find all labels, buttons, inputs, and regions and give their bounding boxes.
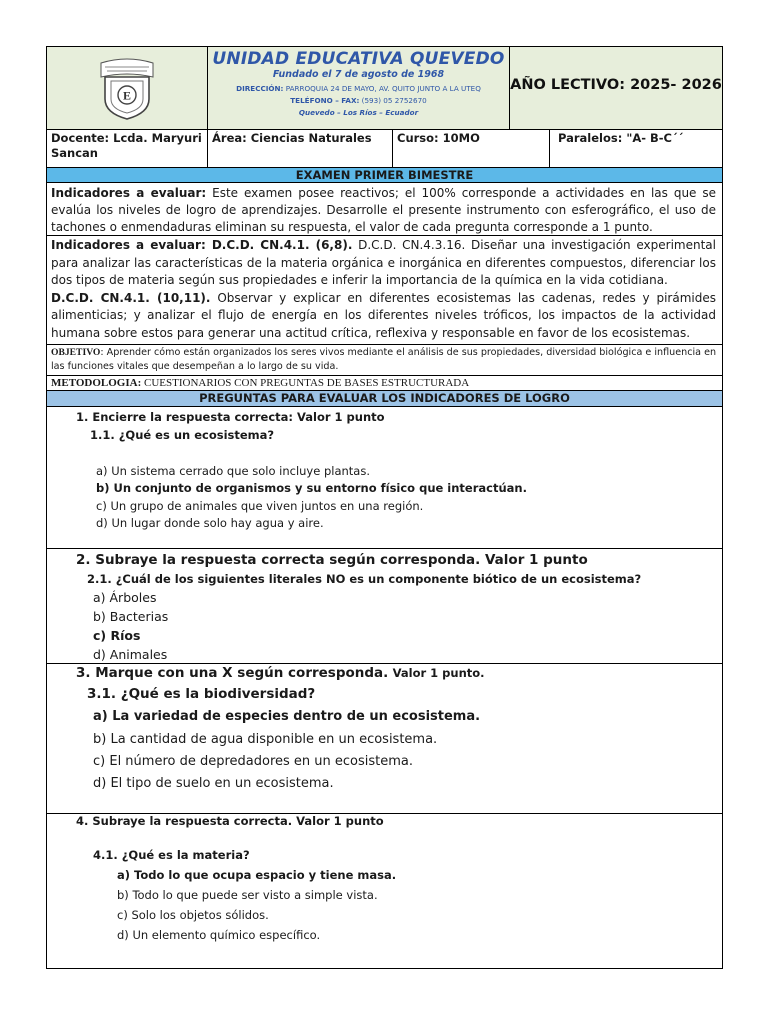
founded-date: Fundado el 7 de agosto de 1968 [272, 69, 445, 80]
parallels-cell: Paralelos: "A- B-C´´ [549, 130, 722, 167]
q3-subquestion: 3.1. ¿Qué es la biodiversidad? [87, 686, 316, 702]
objective-label: OBJETIVO [51, 347, 101, 358]
q2-option-b[interactable]: b) Bacterias [93, 609, 169, 624]
q3-title: 3. Marque con una X según corresponda. [76, 665, 389, 681]
q2-option-c[interactable]: c) Ríos [93, 628, 141, 643]
q2-option-d[interactable]: d) Animales [93, 647, 168, 662]
address-text: PARROQUIA 24 DE MAYO, AV. QUITO JUNTO A LA UTEQ [285, 84, 481, 93]
q3-option-a[interactable]: a) La variedad de especies dentro de un ecosistema. [93, 709, 481, 724]
q3-title-line [76, 665, 485, 681]
methodology-row [47, 376, 722, 391]
q4-option-a[interactable]: a) Todo lo que ocupa espacio y tiene masa. [117, 868, 397, 882]
address-line [208, 84, 509, 93]
indicators-2 [47, 236, 722, 345]
q1-title: 1. Encierre la respuesta correcta: Valor 1 punto [76, 410, 385, 424]
q4-title: 4. Subraye la respuesta correcta. Valor 1 punto [76, 814, 384, 828]
q1-option-b[interactable]: b) Un conjunto de organismos y su entorno físico que interactúan. [96, 481, 527, 495]
q2-subquestion: 2.1. ¿Cuál de los siguientes literales NO es un componente biótico de un ecosistema? [87, 572, 642, 586]
indicators-1-text: Este examen posee reactivos; el 100% corresponde a actividades en las que se evalúa los niveles de logro de aprendizajes. Desarrolle el presente instrumento con esferográfico, el uso de tachones o enmendaduras eliminan su respuesta, el valor de cada pregunta corresponde a 1 punto. [51, 186, 716, 234]
q3-option-b[interactable]: b) La cantidad de agua disponible en un ecosistema. [93, 732, 438, 747]
questions-title: PREGUNTAS PARA EVALUAR LOS INDICADORES DE LOGRO [47, 391, 722, 407]
school-logo [97, 55, 157, 121]
indicators-2-label2: D.C.D. CN.4.1. (10,11). [51, 290, 211, 305]
q2-option-a[interactable]: a) Árboles [93, 590, 157, 605]
question-2 [47, 549, 722, 664]
q3-option-c[interactable]: c) El número de depredadores en un ecosistema. [93, 754, 414, 769]
location-text: Quevedo – Los Ríos – Ecuador [298, 108, 419, 117]
course-cell: Curso: 10MO [392, 130, 549, 167]
q1-option-d[interactable]: d) Un lugar donde solo hay agua y aire. [96, 516, 324, 530]
phone-text: (593) 05 2752670 [361, 96, 427, 105]
objective-text: : Aprender cómo están organizados los seres vivos mediante el análisis de sus propiedades, diversidad biológica e influencia en las funciones vitales que desempeñan a lo largo de su vida. [51, 347, 717, 372]
methodology-text: CUESTIONARIOS CON PREGUNTAS DE BASES ESTRUCTURADA [144, 377, 470, 389]
methodology-label: METODOLOGIA: [51, 377, 142, 389]
q3-option-d[interactable]: d) El tipo de suelo en un ecosistema. [93, 776, 334, 791]
indicators-1-label: Indicadores a evaluar: [51, 186, 207, 200]
q3-value: Valor 1 punto. [392, 666, 485, 680]
q1-subquestion: 1.1. ¿Qué es un ecosistema? [90, 428, 275, 442]
phone-line [208, 96, 509, 105]
address-label: DIRECCIÓN: [236, 84, 284, 93]
question-3 [47, 664, 722, 814]
teacher-cell: Docente: Lcda. Maryuri Sancan [51, 131, 202, 160]
q1-option-c[interactable]: c) Un grupo de animales que viven juntos en una región. [96, 499, 424, 513]
q1-option-a[interactable]: a) Un sistema cerrado que solo incluye plantas. [96, 464, 371, 478]
q4-option-c[interactable]: c) Solo los objetos sólidos. [117, 908, 269, 922]
q2-title: 2. Subraye la respuesta correcta según corresponda. Valor 1 punto [76, 552, 588, 568]
exam-title: EXAMEN PRIMER BIMESTRE [47, 168, 722, 183]
school-info-cell [207, 47, 509, 129]
indicators-1 [47, 183, 722, 236]
phone-label: TELÉFONO – FAX: [290, 96, 360, 105]
objective-row [47, 345, 722, 376]
indicators-2-text2: Observar y explicar en diferentes ecosistemas las cadenas, redes y pirámides alimenticias; y analizar el flujo de energía en los diferentes niveles tróficos, los impactos de la actividad humana sobre estos para generar una actitud crítica, reflexiva y responsable en favor de los ecosistemas. [51, 290, 716, 340]
info-row [47, 130, 722, 168]
school-name: UNIDAD EDUCATIVA QUEVEDO [212, 49, 505, 69]
exam-document [46, 46, 723, 969]
question-4 [47, 814, 722, 969]
q4-option-d[interactable]: d) Un elemento químico específico. [117, 928, 321, 942]
area-cell: Área: Ciencias Naturales [207, 130, 392, 167]
indicators-2-text: D.C.D. CN.4.3.16. Diseñar una investigación experimental para analizar las características de la materia orgánica e inorgánica en diferentes compuestos, diferenciar los dos tipos de materia según sus propiedades e inferir la importancia de la química en la vida cotidiana. [51, 238, 716, 288]
question-1 [47, 407, 722, 549]
school-year-cell [509, 47, 722, 129]
school-year: AÑO LECTIVO: 2025- 2026 [510, 77, 722, 93]
indicators-2-label: Indicadores a evaluar: D.C.D. CN.4.1. (6,8). [51, 238, 353, 252]
q4-subquestion: 4.1. ¿Qué es la materia? [93, 848, 250, 862]
header-row [47, 47, 722, 130]
q4-option-b[interactable]: b) Todo lo que puede ser visto a simple vista. [117, 888, 378, 902]
logo-cell [47, 47, 207, 129]
logo-letter: E [122, 88, 132, 103]
